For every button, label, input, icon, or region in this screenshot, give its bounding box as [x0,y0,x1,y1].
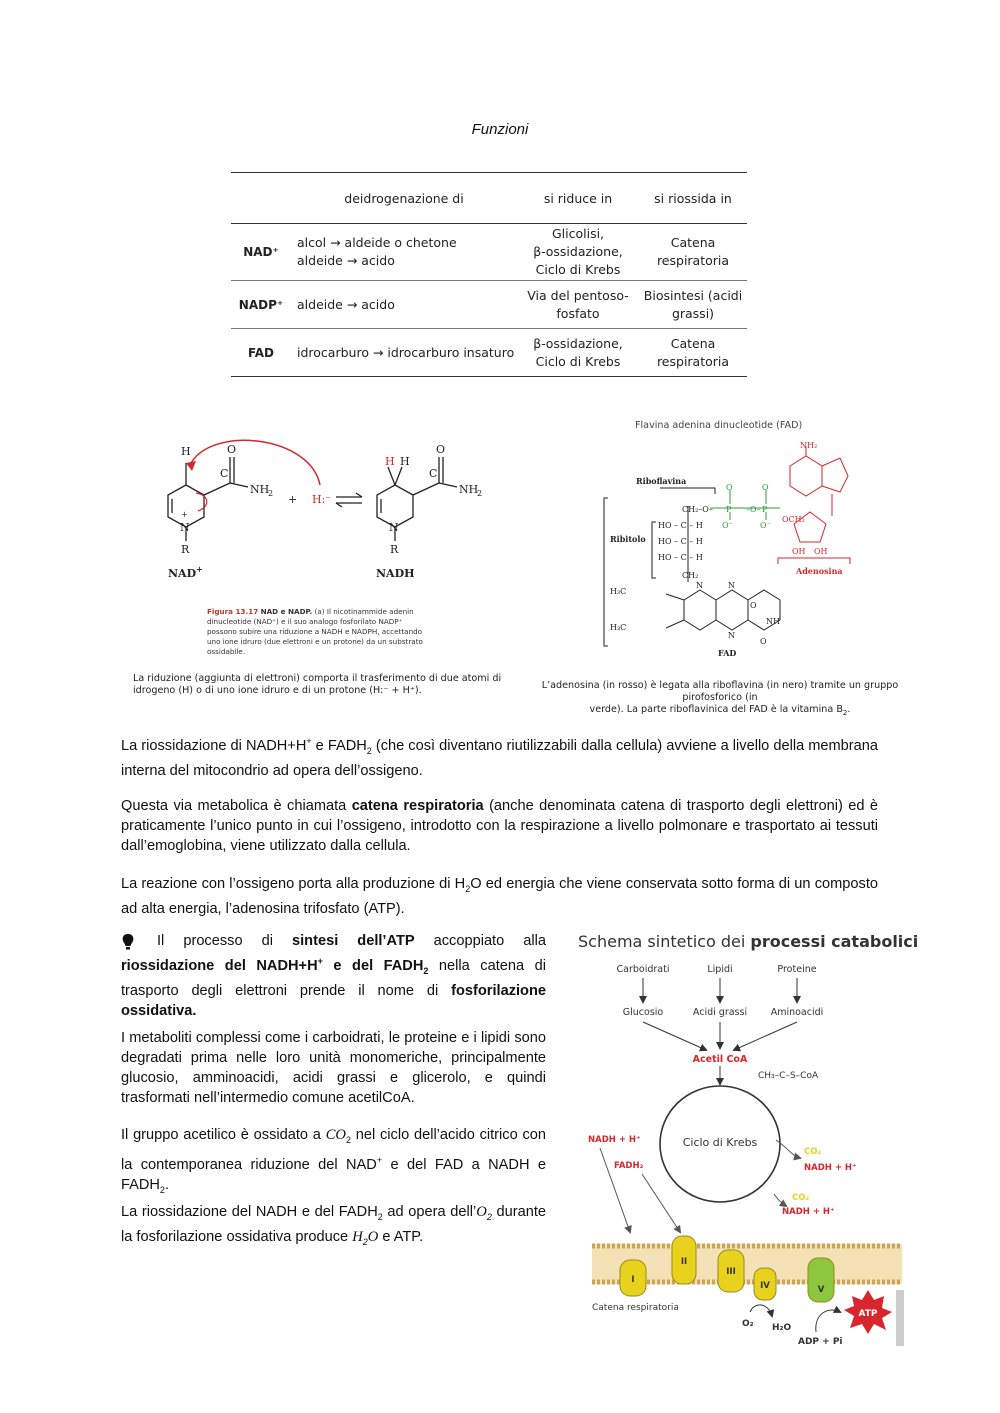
svg-text:C: C [220,467,229,480]
complex-label: V [817,1285,825,1295]
table-cell: NADP⁺ [231,281,291,329]
table-row [231,329,747,377]
acetyl-coa-label: Acetil CoA [692,1054,748,1065]
svg-text:N: N [728,581,735,590]
svg-text:O⁻: O⁻ [722,521,733,530]
acetyl-formula: CH₃–C–S–CoA [758,1071,819,1081]
table-header: si riossida in [639,173,747,224]
nadh-right-label: NADH + H⁺ [782,1207,835,1217]
svg-text:O: O [227,443,237,456]
svg-text:NH₂: NH₂ [800,441,818,450]
scheme-title: Schema sintetico dei processi catabolici [578,932,919,951]
svg-text:N: N [180,521,190,534]
svg-text:HO – C – H: HO – C – H [658,553,703,562]
source-label: Proteine [777,964,817,975]
table-header: deidrogenazione di [291,173,517,224]
source-label: Carboidrati [616,964,670,975]
complex-label: I [631,1275,635,1285]
table-row [231,224,747,281]
table-cell: NAD⁺ [231,224,291,281]
svg-text:+: + [288,493,298,506]
figure-caption: Figura 13.17 NAD e NADP. (a) Il nicotinammide adenin dinucleotide (NAD⁺) e il suo analogo fosforilato NADP⁺ possono subire una riduzione a NADH e NADPH, accettando uno ione idruro (due elettroni e un protone) da un substrato ossidabile. [207,607,423,656]
table-cell: Catena respiratoria [639,329,747,377]
svg-text:N: N [728,631,735,640]
svg-text:OH: OH [792,547,806,556]
cofactor-table [231,172,747,377]
svg-text:P: P [762,505,768,514]
table-header [231,173,291,224]
table-cell: FAD [231,329,291,377]
paragraph-1: La riossidazione di NADH+H+ e $FADH_2$ (che così diventano riutilizzabili dalla cellula) avviene a livello della membrana interna del mitocondrio ad opera dell’ossigeno. [121,736,878,779]
svg-text:CH₂–O–: CH₂–O– [682,505,713,514]
svg-text:+: + [181,510,188,519]
table-cell: idrocarburo → idrocarburo insaturo [291,329,517,377]
svg-text:2: 2 [477,489,483,498]
svg-text:HO – C – H: HO – C – H [658,537,703,546]
complex-label: III [726,1267,736,1277]
atp-label: ATP [858,1309,878,1319]
svg-text:H: H [400,455,410,468]
page-title: Funzioni [471,121,529,138]
co2-label: CO₂ [792,1193,810,1203]
svg-text:HO – C – H: HO – C – H [658,521,703,530]
paragraph-4: Il processo di sintesi dell’ATP accoppiato alla riossidazione del NADH+H+ e del $FADH_2$ nella catena di trasporto degli elettroni prende il nome di fosforilazione ossidativa. [121,933,546,1019]
monomer-label: Acidi grassi [692,1007,748,1018]
svg-text:O: O [760,637,767,646]
table-row [231,281,747,329]
svg-text:H₃C: H₃C [610,587,627,596]
svg-text:H: H [181,445,191,458]
ribitolo-label: Ribitolo [610,534,646,544]
paragraph-6: Il gruppo acetilico è ossidato a $CO_2$ nel ciclo dell’acido citrico con la contemporanea riduzione del NAD+ e del FAD a NADH e $FADH_2$. [121,1127,546,1195]
nad-label-sup: + [196,564,203,574]
svg-text:O⁻: O⁻ [760,521,771,530]
monomer-label: Glucosio [622,1007,664,1018]
paragraph-7: La riossidazione del NADH e del $FADH_2$ ad opera $dell’O_2$ durante la fosforilazione ossidativa produce $H_2O$ e ATP. [121,1204,546,1247]
fad-structure [600,438,870,660]
table-cell: Biosintesi (acidi grassi) [639,281,747,329]
h2o-label: H₂O [772,1323,792,1333]
svg-text:NH: NH [250,483,270,496]
svg-text:H₃C: H₃C [610,623,627,632]
nad-caption: La riduzione (aggiunta di elettroni) comporta il trasferimento di due atomi di idrogeno (H) o di uno ione idruro e di un protone (H:⁻ + H⁺). [133,673,502,696]
table-header-row [231,173,747,224]
svg-text:O: O [436,443,446,456]
svg-text:N: N [696,581,703,590]
table-cell: alcol → aldeide o chetone aldeide → acido [291,224,517,281]
paragraph-3: La reazione con l’ossigeno porta alla produzione di $H_2O$ ed energia che viene conservata sotto forma di un composto ad alta energia, l’adenosina trifosfato (ATP). [121,876,878,917]
adenosina-label: Adenosina [796,566,843,576]
svg-text:OH: OH [814,547,828,556]
catena-label: Catena respiratoria [592,1303,679,1313]
riboflavina-label: Riboflavina [636,476,687,486]
nadh-label: NADH [376,567,415,580]
svg-text:NH: NH [459,483,479,496]
source-label: Lipidi [707,964,733,975]
paragraph-5: I metaboliti complessi come i carboidrati, le proteine e i lipidi sono degradati prima nelle loro unità monomeriche, principalmente glucosio, amminoacidi, acidi grassi e glicerolo, e quindi trasformati nell’intermedio comune acetilCoA. [121,1030,546,1106]
svg-text:–O–: –O– [746,505,761,514]
nad-label: NAD [168,567,197,580]
o2-label: O₂ [742,1319,754,1329]
svg-text:P: P [726,505,732,514]
complex-label: IV [760,1281,770,1291]
svg-text:C: C [429,467,438,480]
svg-text:NH: NH [766,617,780,626]
svg-text:R: R [390,543,399,556]
svg-text:R: R [181,543,190,556]
table-cell: Via del pentoso- fosfato [517,281,639,329]
nadh-left-label: NADH + H⁺ [588,1135,641,1145]
svg-text:O: O [726,483,733,492]
svg-text:O: O [750,601,757,610]
table-cell: Glicolisi, β-ossidazione, Ciclo di Krebs [517,224,639,281]
paragraph-2: Questa via metabolica è chiamata catena respiratoria (anche denominata catena di trasporto degli elettroni) ed è praticamente l’unico punto in cui l’ossigeno, introdotto con la respirazione a livello polmonare e trasportato ai tessuti dall’emoglobina, viene utilizzato dalla cellula. [121,798,878,854]
fad-title: Flavina adenina dinucleotide (FAD) [635,420,803,431]
fadh-left-label: FADH₂ [614,1161,644,1171]
hydride-label: H:⁻ [312,493,332,506]
krebs-label: Ciclo di Krebs [682,1136,758,1149]
nad-nadh-structure [130,435,520,585]
svg-text:OCH₂: OCH₂ [782,515,805,524]
table-header: si riduce in [517,173,639,224]
fad-caption: L’adenosina (in rosso) è legata alla riboflavina (in nero) tramite un gruppo pirofosforico (in verde). La parte riboflavinica del FAD è la vitamina $B_2$. [541,680,899,717]
catabolic-scheme [578,960,904,1350]
svg-text:H: H [385,455,395,468]
adp-label: ADP + Pi [798,1337,843,1347]
complex-label: II [680,1257,688,1267]
co2-label: CO₂ [804,1147,822,1157]
table-cell: aldeide → acido [291,281,517,329]
table-cell: β-ossidazione, Ciclo di Krebs [517,329,639,377]
svg-text:CH₂: CH₂ [682,571,699,580]
monomer-label: Aminoacidi [770,1007,824,1018]
fad-label: FAD [718,648,737,658]
table-cell: Catena respiratoria [639,224,747,281]
nadh-right-label: NADH + H⁺ [804,1163,857,1173]
svg-text:2: 2 [268,489,274,498]
svg-text:O: O [762,483,769,492]
svg-text:N: N [389,521,399,534]
